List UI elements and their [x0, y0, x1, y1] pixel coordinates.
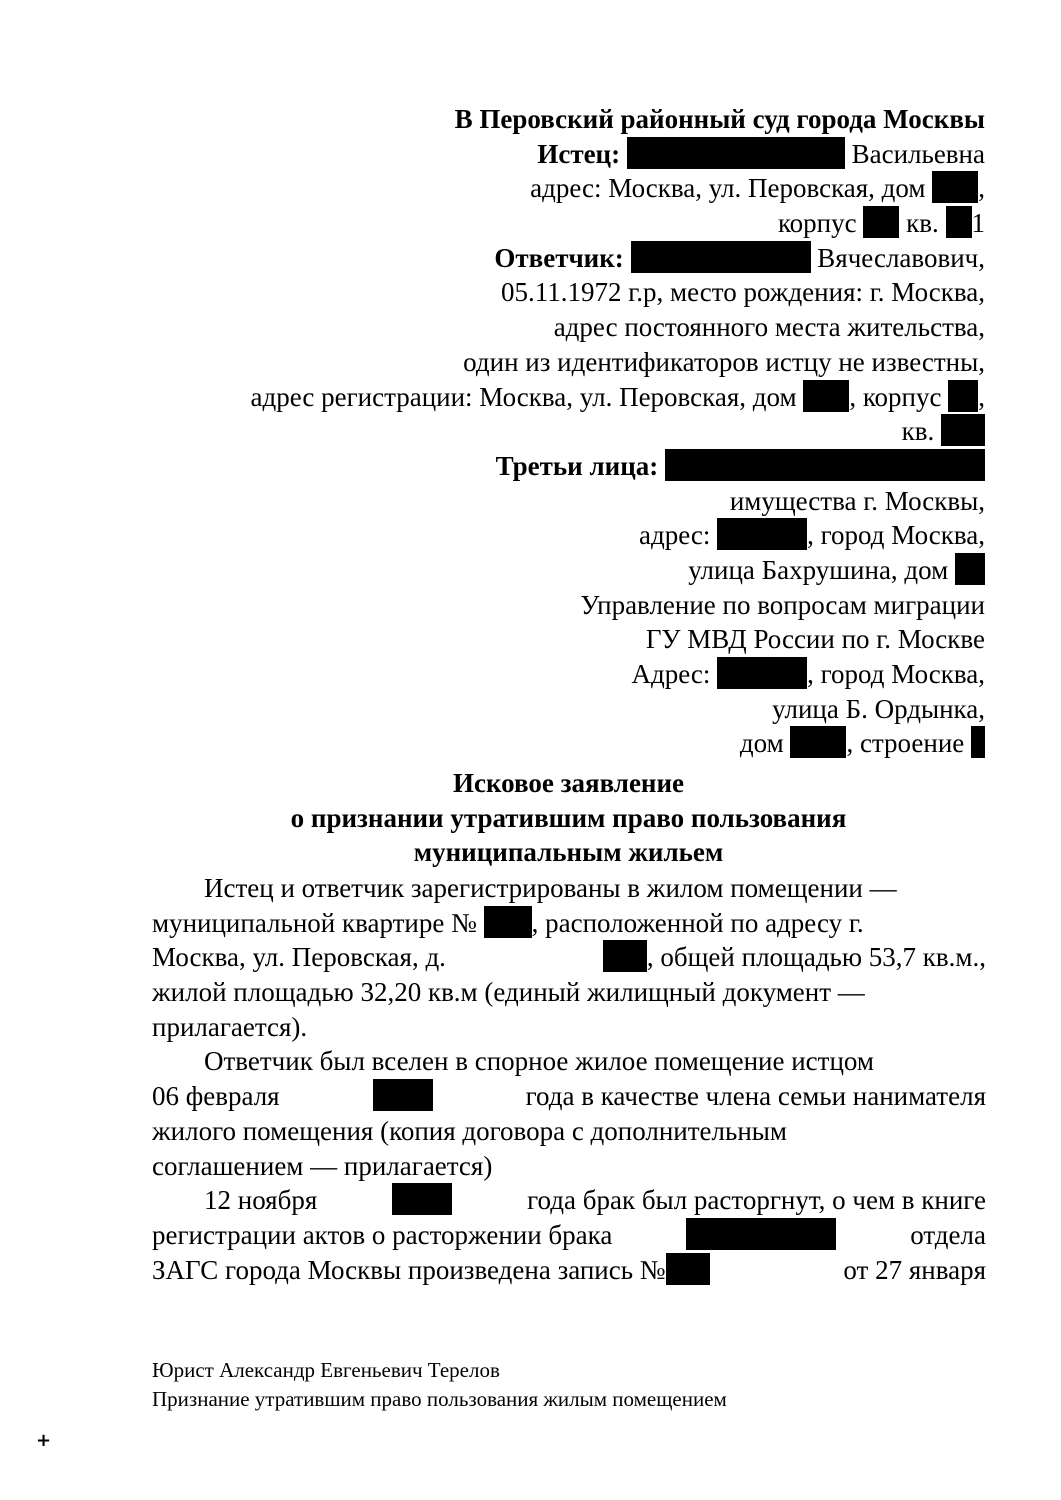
third-2-building — [85, 726, 985, 761]
page-footer — [152, 1356, 727, 1414]
text: Москва, ул. Перовская, д. — [152, 942, 446, 973]
document-title — [150, 766, 987, 870]
redaction — [790, 726, 846, 758]
footer-author: Юрист Александр Евгеньевич Терелов — [152, 1358, 500, 1382]
text: жилой площадью 32,20 кв.м (единый жилищный документ — — [152, 977, 865, 1008]
document-body — [152, 871, 986, 1287]
body-line — [152, 1183, 986, 1218]
text-group — [603, 940, 986, 975]
redaction — [955, 553, 985, 585]
city-text: , город Москва, — [807, 520, 985, 551]
text-group — [152, 906, 864, 941]
redaction — [803, 380, 849, 412]
text: года брак был расторгнут, о чем в книге — [527, 1185, 986, 1216]
third-2-address — [85, 657, 985, 692]
defendant-birth: 05.11.1972 г.р, место рождения: г. Москва, — [501, 277, 985, 308]
third-2-name-2: ГУ МВД России по г. Москве — [645, 624, 985, 655]
kv-tail: 1 — [971, 208, 985, 239]
body-line — [152, 1114, 986, 1149]
address-label: адрес: — [639, 520, 711, 551]
body-line — [152, 940, 986, 975]
kv-text: кв. — [901, 416, 935, 447]
plaintiff-label: Истец: — [537, 138, 621, 169]
redaction — [932, 171, 978, 203]
body-line — [152, 1149, 986, 1184]
redaction — [717, 657, 807, 689]
body-line — [152, 871, 986, 906]
third-2-street: улица Б. Ордынка, — [772, 693, 985, 724]
title-line-2: о признании утратившим право пользования — [290, 802, 847, 833]
text: соглашением — прилагается) — [152, 1150, 493, 1181]
redaction — [603, 940, 647, 972]
redaction — [392, 1183, 452, 1215]
redaction — [631, 241, 811, 273]
defendant-registration — [85, 380, 985, 415]
text: регистрации актов о расторжении брака — [152, 1219, 613, 1250]
defendant-line — [85, 241, 985, 276]
text: муниципальной квартире № — [152, 907, 477, 938]
redaction — [627, 137, 845, 169]
third-parties-label: Третьи лица: — [495, 450, 659, 481]
redaction — [484, 906, 532, 938]
redaction — [971, 726, 985, 758]
text: Истец и ответчик зарегистрированы в жилом помещении — — [204, 873, 897, 903]
defendant-identifiers: один из идентификаторов истцу не известны, — [463, 346, 985, 377]
redaction — [941, 414, 985, 446]
text: , расположенной по адресу г. — [531, 907, 864, 938]
dom-text: дом — [739, 728, 784, 759]
body-line — [152, 975, 986, 1010]
street-text: улица Бахрушина, дом — [688, 554, 949, 585]
body-line — [152, 906, 986, 941]
text: от 27 января — [843, 1254, 986, 1285]
address-text: адрес: Москва, ул. Перовская, дом — [530, 173, 926, 204]
plus-icon: + — [36, 1430, 52, 1451]
addressee-block — [85, 102, 985, 761]
title-line-3: муниципальным жильем — [413, 837, 724, 868]
defendant-kv — [85, 414, 985, 449]
third-1-address — [85, 518, 985, 553]
redaction — [863, 206, 899, 238]
defendant-permanent-address: адрес постоянного места жительства, — [553, 312, 985, 343]
defendant-patronymic: Вячеславович, — [817, 242, 985, 273]
text: 06 февраля — [152, 1081, 280, 1112]
body-line — [152, 1044, 986, 1079]
title-line-1: Исковое заявление — [452, 768, 685, 798]
redaction — [948, 380, 978, 412]
text: Ответчик был вселен в спорное жилое помещение истцом — [204, 1046, 874, 1077]
comma: , — [978, 173, 985, 204]
court-name: В Перовский районный суд города Москвы — [454, 104, 985, 134]
text: прилагается). — [152, 1011, 308, 1042]
body-line — [152, 1079, 986, 1114]
plaintiff-line — [85, 137, 985, 172]
comma: , — [978, 381, 985, 412]
body-line — [152, 1253, 986, 1288]
footer-subject: Признание утратившим право пользования жилым помещением — [152, 1387, 727, 1411]
body-line — [152, 1218, 986, 1253]
redaction — [665, 449, 985, 481]
text: ЗАГС города Москвы произведена запись № — [152, 1254, 666, 1285]
third-1-name: имущества г. Москвы, — [729, 485, 985, 516]
building-text: , строение — [846, 728, 965, 759]
plaintiff-patronymic: Васильевна — [851, 138, 985, 169]
third-2-name-1: Управление по вопросам миграции — [580, 589, 985, 620]
defendant-label: Ответчик: — [494, 242, 624, 273]
korpus-text: , корпус — [849, 381, 942, 412]
text: года в качестве члена семьи нанимателя — [525, 1081, 986, 1112]
text: жилого помещения (копия договора с дополнительным — [152, 1115, 788, 1146]
body-line — [152, 1010, 986, 1045]
kv-text: кв. — [906, 208, 939, 239]
korpus-text: корпус — [777, 208, 857, 239]
redaction — [666, 1253, 710, 1285]
text: , общей площадью 53,7 кв.м., — [646, 942, 986, 973]
third-parties-line — [85, 449, 985, 484]
third-1-street — [85, 553, 985, 588]
text: отдела — [910, 1219, 986, 1250]
plaintiff-address-2 — [85, 206, 985, 241]
address-label: Адрес: — [631, 659, 711, 689]
text-group — [152, 1253, 710, 1288]
redaction — [717, 518, 807, 550]
redaction — [946, 206, 972, 238]
registration-text: адрес регистрации: Москва, ул. Перовская, дом — [250, 381, 797, 412]
redaction — [686, 1218, 836, 1250]
redaction — [373, 1079, 433, 1111]
city-text: , город Москва, — [807, 659, 985, 689]
text: 12 ноября — [204, 1185, 318, 1216]
plaintiff-address — [85, 171, 985, 206]
